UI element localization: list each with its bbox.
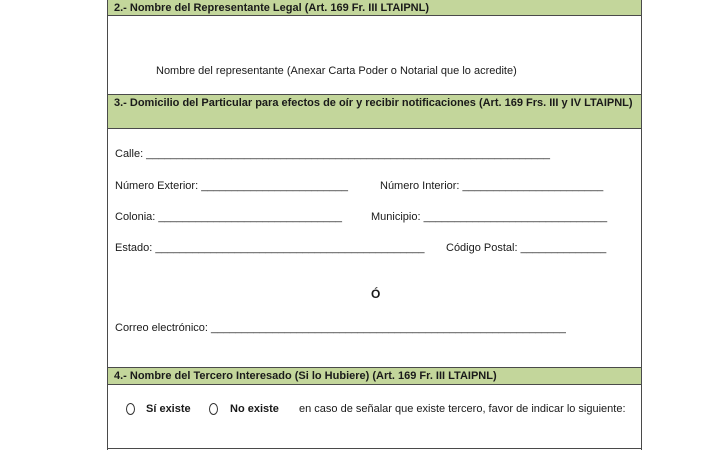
email-field[interactable]: Correo electrónico: __________________________________________________________ — [115, 322, 566, 334]
postal-code-field[interactable]: Código Postal: ______________ — [446, 242, 607, 254]
third-party-not-exists-label: No existe — [230, 403, 279, 415]
section-4-heading: 4.- Nombre del Tercero Interesado (Si lo Hubiere) (Art. 169 Fr. III LTAIPNL) — [108, 367, 641, 385]
third-party-exists-radio[interactable] — [126, 403, 135, 415]
neighborhood-field[interactable]: Colonia: ______________________________ — [115, 211, 342, 223]
representative-name-note: Nombre del representante (Anexar Carta Poder o Notarial que lo acredite) — [156, 65, 517, 77]
section-2-heading: 2.- Nombre del Representante Legal (Art. 169 Fr. III LTAIPNL) — [108, 0, 641, 16]
third-party-instruction: en caso de señalar que existe tercero, favor de indicar lo siguiente: — [299, 403, 626, 415]
third-party-not-exists-radio[interactable] — [209, 403, 218, 415]
exterior-number-field[interactable]: Número Exterior: ________________________ — [115, 180, 349, 192]
state-field[interactable]: Estado: ____________________________________________ — [115, 242, 425, 254]
or-separator: Ó — [371, 287, 381, 301]
street-field[interactable]: Calle: __________________________________________________________________ — [115, 148, 550, 160]
request-form — [107, 0, 642, 450]
interior-number-field[interactable]: Número Interior: _______________________ — [380, 180, 604, 192]
third-party-exists-label: Sí existe — [146, 403, 191, 415]
municipality-field[interactable]: Municipio: ______________________________ — [371, 211, 608, 223]
section-3-heading: 3.- Domicilio del Particular para efectos de oír y recibir notificaciones (Art. 169 Frs. III y IV LTAIPNL) — [108, 94, 641, 129]
